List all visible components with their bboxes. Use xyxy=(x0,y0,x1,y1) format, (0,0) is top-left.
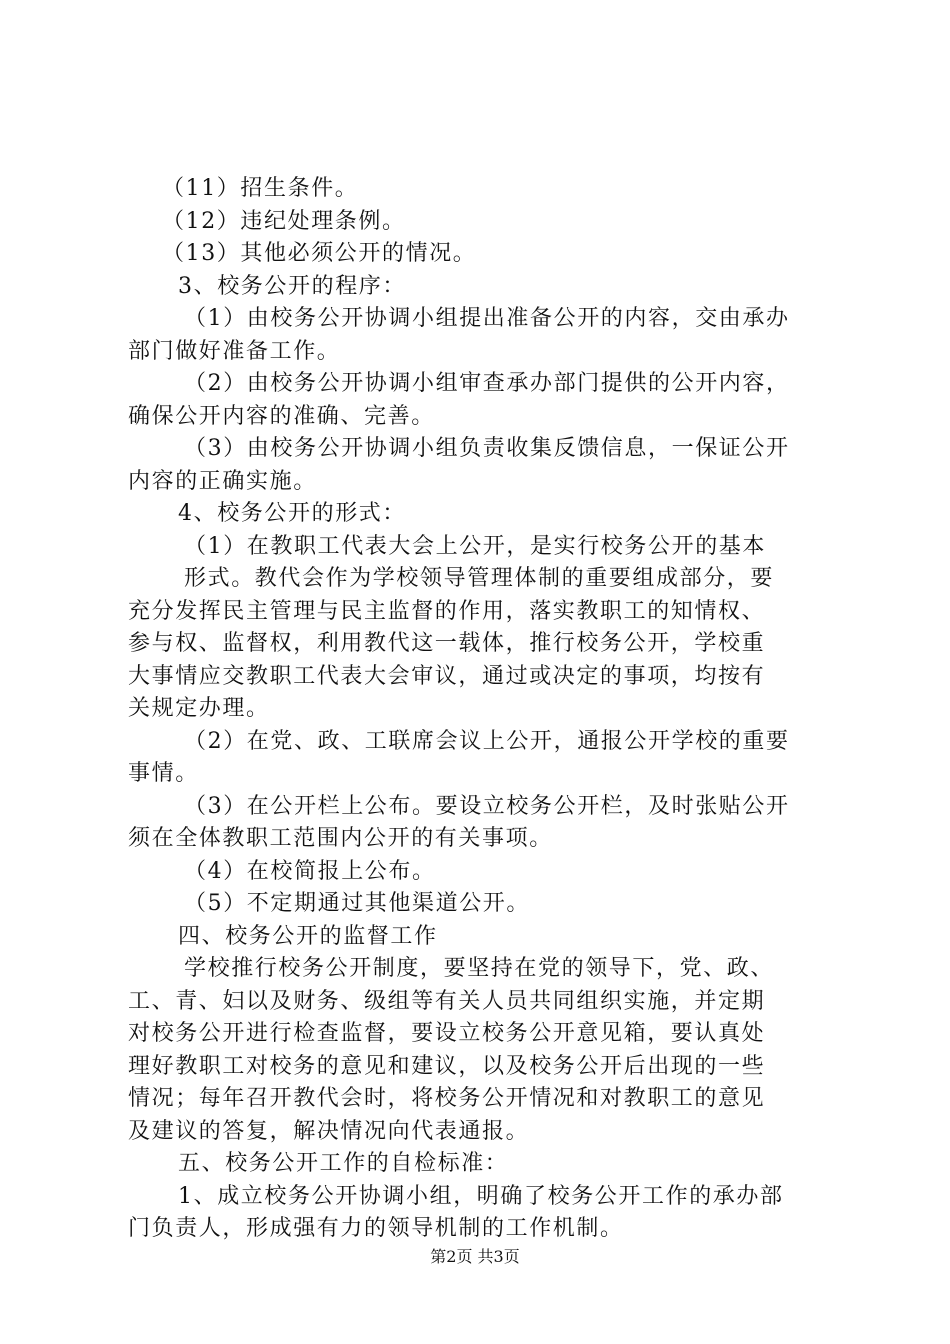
paragraph-line: 部门做好准备工作。 xyxy=(128,338,341,364)
paragraph-line: 内容的正确实施。 xyxy=(128,468,317,494)
list-item: （5）不定期通过其他渠道公开。 xyxy=(184,891,530,916)
paragraph-line: 充分发挥民主管理与民主监督的作用，落实教职工的知情权、 xyxy=(128,598,766,624)
paragraph-line: 门负责人，形成强有力的领导机制的工作机制。 xyxy=(128,1216,624,1241)
paragraph-line: （1）在教职工代表大会上公开，是实行校务公开的基本 xyxy=(184,533,766,559)
paragraph-line: 大事情应交教职工代表大会审议，通过或决定的事项，均按有 xyxy=(128,663,766,689)
section-heading-supervision: 四、校务公开的监督工作 xyxy=(178,923,438,949)
paragraph-line: 参与权、监督权，利用教代这一载体，推行校务公开，学校重 xyxy=(128,631,766,656)
paragraph-line: （3）由校务公开协调小组负责收集反馈信息，一保证公开 xyxy=(184,436,790,461)
section-heading-procedure: 3、校务公开的程序： xyxy=(178,273,406,299)
list-item-12: （12）违纪处理条例。 xyxy=(162,208,406,234)
page-number-footer: 第2页 共3页 xyxy=(430,1247,520,1266)
paragraph-line: （1）由校务公开协调小组提出准备公开的内容，交由承办 xyxy=(184,306,790,331)
paragraph-line: 学校推行校务公开制度，要坚持在党的领导下，党、政、 xyxy=(184,956,775,981)
list-item: （4）在校简报上公布。 xyxy=(184,858,436,884)
list-item-11: （11）招生条件。 xyxy=(162,176,359,201)
document-body xyxy=(128,173,830,1246)
paragraph-line: （2）在党、政、工联席会议上公开，通报公开学校的重要 xyxy=(184,728,790,754)
paragraph-line: 确保公开内容的准确、完善。 xyxy=(128,403,435,429)
section-heading-self-check: 五、校务公开工作的自检标准： xyxy=(178,1151,509,1176)
paragraph-line: 情况；每年召开教代会时，将校务公开情况和对教职工的意见 xyxy=(128,1086,766,1111)
paragraph-line: （3）在公开栏上公布。要设立校务公开栏，及时张贴公开 xyxy=(184,793,790,819)
paragraph-line: 形式。教代会作为学校领导管理体制的重要组成部分，要 xyxy=(184,566,775,591)
paragraph-line: （2）由校务公开协调小组审查承办部门提供的公开内容， xyxy=(184,371,790,396)
paragraph-line: 关规定办理。 xyxy=(128,696,270,721)
paragraph-line: 及建议的答复，解决情况向代表通报。 xyxy=(128,1118,530,1144)
paragraph-line: 工、青、妇以及财务、级组等有关人员共同组织实施，并定期 xyxy=(128,988,766,1014)
paragraph-line: 须在全体教职工范围内公开的有关事项。 xyxy=(128,826,553,851)
paragraph-line: 1、成立校务公开协调小组，明确了校务公开工作的承办部 xyxy=(178,1183,784,1209)
paragraph-line: 理好教职工对校务的意见和建议，以及校务公开后出现的一些 xyxy=(128,1053,766,1079)
paragraph-line: 事情。 xyxy=(128,761,199,786)
section-heading-forms: 4、校务公开的形式： xyxy=(178,501,406,526)
list-item-13: （13）其他必须公开的情况。 xyxy=(162,241,477,266)
paragraph-line: 对校务公开进行检查监督，要设立校务公开意见箱，要认真处 xyxy=(128,1021,766,1046)
